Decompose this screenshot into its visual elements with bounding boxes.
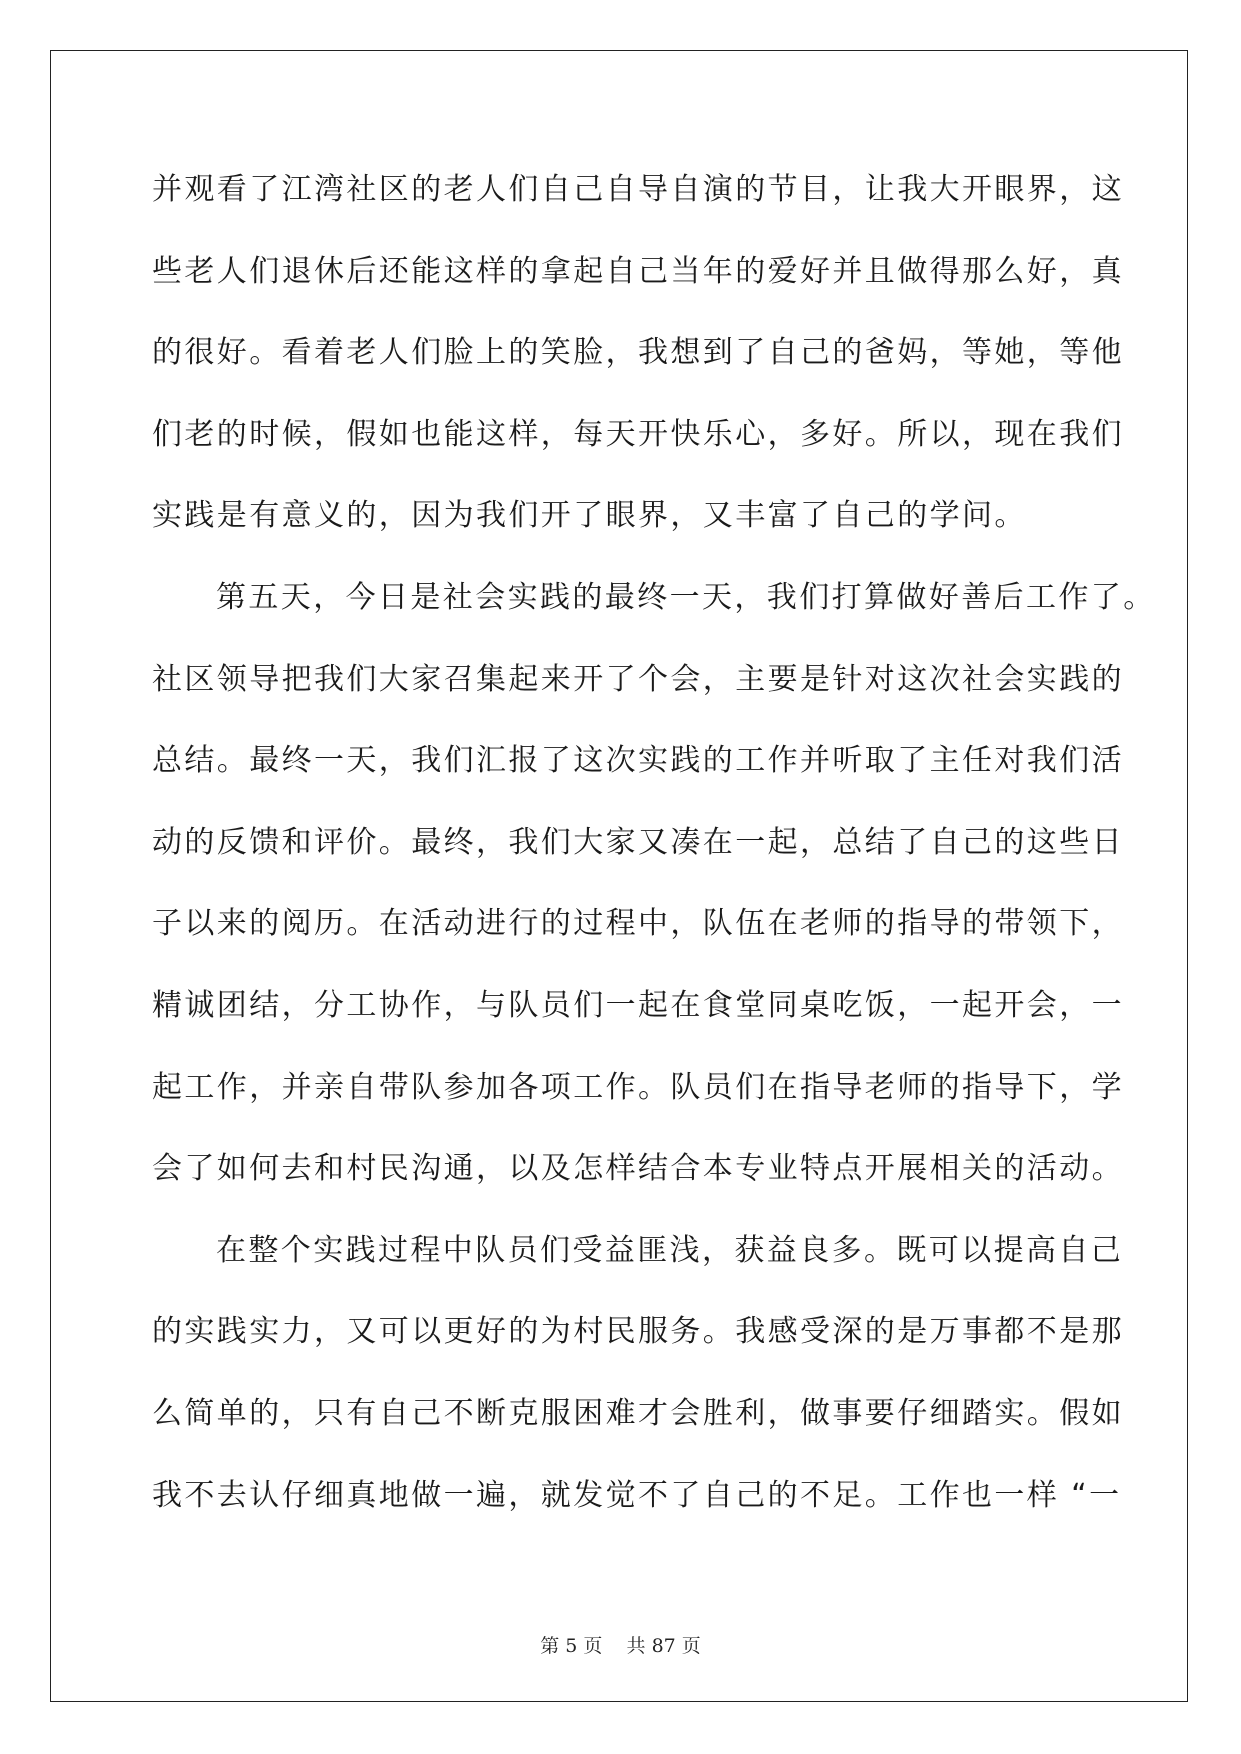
text-line: 起工作，并亲自带队参加各项工作。队员们在指导老师的指导下，学 (152, 1069, 1124, 1105)
document-body (152, 160, 1156, 1547)
text-line: 精诚团结，分工协作，与队员们一起在食堂同桌吃饭，一起开会，一 (152, 987, 1124, 1023)
text-line: 的很好。看着老人们脸上的笑脸，我想到了自己的爸妈，等她，等他 (152, 335, 1124, 371)
text-line: 我不去认仔细真地做一遍，就发觉不了自己的不足。工作也一样 “一 (152, 1477, 1122, 1513)
text-line: 的实践实力，又可以更好的为村民服务。我感受深的是万事都不是那 (152, 1314, 1124, 1350)
text-line: 会了如何去和村民沟通，以及怎样结合本专业特点开展相关的活动。 (152, 1151, 1124, 1187)
text-line: 并观看了江湾社区的老人们自己自导自演的节目，让我大开眼界，这 (152, 172, 1124, 207)
paragraph-start-line: 在整个实践过程中队员们受益匪浅，获益良多。既可以提高自己 (216, 1232, 1124, 1268)
paragraph-start-line: 第五天，今日是社会实践的最终一天，我们打算做好善后工作了。 (216, 579, 1156, 615)
text-line: 动的反馈和评价。最终，我们大家又凑在一起，总结了自己的这些日 (152, 824, 1124, 860)
text-line: 总结。最终一天，我们汇报了这次实践的工作并听取了主任对我们活 (152, 743, 1124, 779)
text-line: 么简单的，只有自己不断克服困难才会胜利，做事要仔细踏实。假如 (152, 1395, 1124, 1431)
text-line: 些老人们退休后还能这样的拿起自己当年的爱好并且做得那么好，真 (152, 253, 1124, 289)
text-line: 子以来的阅历。在活动进行的过程中，队伍在老师的指导的带领下， (152, 906, 1124, 942)
page-number-footer: 第 5 页 共 87 页 (540, 1635, 701, 1657)
text-line: 社区领导把我们大家召集起来开了个会，主要是针对这次社会实践的 (152, 661, 1124, 697)
text-line: 实践是有意义的，因为我们开了眼界，又丰富了自己的学问。 (152, 498, 1027, 534)
text-line: 们老的时候，假如也能这样，每天开快乐心，多好。所以，现在我们 (152, 416, 1124, 452)
